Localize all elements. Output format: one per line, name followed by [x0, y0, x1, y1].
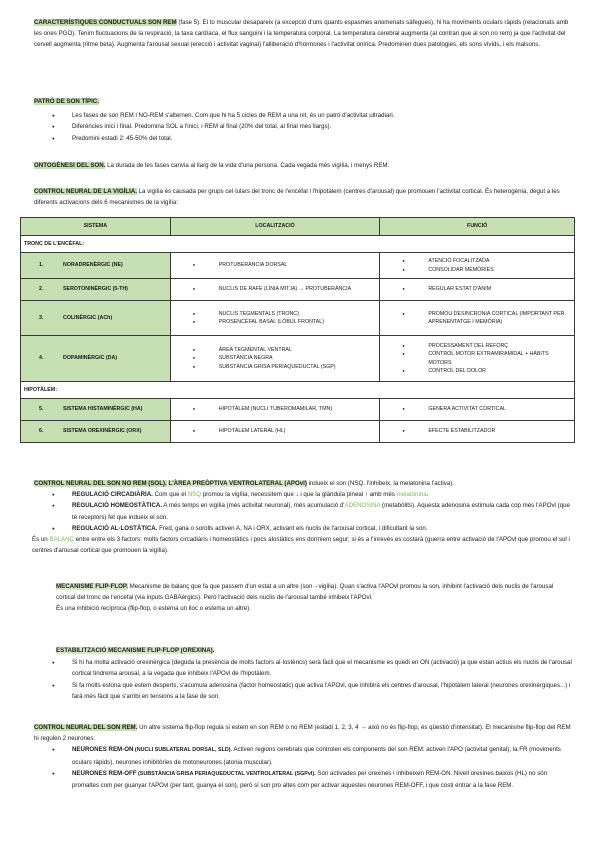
control-heading: CONTROL NEURAL DE LA VIGÍLIA. — [34, 188, 137, 195]
table-row — [21, 421, 575, 443]
system-name: 6. SISTEMA OREXINÈRGIC (ORX) — [21, 421, 171, 443]
system-location: ● NUCLIS DE RAFE (LÍNIA MITJA) → PROTUBERÀNCIA — [170, 279, 380, 301]
flipflop-line2: És una inhibició recíproca (flip-flop, o estema un lloc o estema un altre). — [56, 605, 251, 613]
control-text: La vigília és causada per grups cel·lulars del tronc de l'encèfal i l'hipotàlem (centres d'arousal) que promouen l'activitat cortical. És heterogènia, degut a les diferents activacions dels 6 mecanismes de la vigília: — [34, 188, 560, 207]
system-function: ● PROMOU DESINCRONIA CORTICAL (IMPORTANT PER APRENENTATGE I MEMÒRIA) — [380, 301, 575, 336]
list-item: ● REGULACIÓ HOMEOSTÀTICA. A més temps en vigília (més activitat neuronal), més acumulació d'ADENOSINA (metabòlits). Aquesta adenosina estimula cada cop més l'APOvl (que té receptors) fet que indueix el son. — [72, 500, 572, 522]
system-name: 4. DOPAMINÈRGIC (DA) — [21, 336, 171, 382]
rem-section — [34, 722, 572, 791]
header-function: FUNCIÓ — [380, 218, 575, 236]
balance-term: BALANÇ — [49, 536, 74, 544]
stab-section — [56, 645, 572, 702]
table-header-row — [21, 218, 575, 236]
list-item: ● REGULACIÓ AL·LOSTÀTICA. Fred, gana o sorolls activen A, NA i ORX, activant els nuclis de l'arousal cortical, i dificultant la son. — [72, 523, 572, 534]
balance-paragraph: És un BALANÇ entre entre els 3 factors: molts factors circadiàris i homeostàtics i pocs alostàtics ens dormiem segur; si és a l'inrevés es costarà (guerra entre activació de l'APOvl que promou el sol i centres d'arousal cortical que promouen la vigília). — [32, 536, 570, 555]
rem-paragraph — [34, 722, 572, 744]
system-function: ● ATENCIÓ FOCALITZADA ● CONSOLIDAR MEMÒRIES — [380, 253, 575, 279]
ontogeny-paragraph — [34, 160, 572, 171]
flipflop-text: Mecanisme de balanç que fa que passem d'un estat a un altre (son→vigília). Quan s'activa l'APOvl promou la son, inhibint l'activació dels nuclis de l'arousal cortical del tronc de l'encèfal (via inputs GABAèrgics). Però l'activació dels nuclis de l'arousal també inhibeix l'APOvl. — [56, 583, 554, 602]
stab-list — [56, 657, 572, 702]
system-location: ● HIPOTÀLEM LATERAL (HL) — [170, 421, 380, 443]
pattern-heading-line — [34, 96, 572, 107]
stab-heading: ESTABILITZACIÓ MECANISME FLIP-FLOP (OREXINA). — [56, 647, 215, 654]
intro-text: (fase 5). El to muscular desapareix (a excepció d'uns quants espasmes anomenats sàfegues), hi ha moviments oculars ràpids (relacionats amb les ones PGO). Tenim fluctuacions de la respiració, la taxa cardíaca, el flux sanguini i la temperatura corporal. La temperatura cerebral augmenta (al contrari que al son no rem) ja que l'activitat del cervell augmenta (ritme beta). Augmenta l'arousal sexual (erecció i activitat vaginal) l'alliberació d'hormones i l'activitat onírica. Predominen dues patologies, els sons vívids, i els malsons. — [34, 19, 569, 49]
ontogeny-heading: ONTOGÈNESI DEL SON. — [34, 162, 106, 169]
table-row — [21, 301, 575, 336]
system-function: ● REGULAR ESTAT D'ÀNIM — [380, 279, 575, 301]
control-paragraph — [34, 186, 572, 208]
system-function: ● PROCESSAMENT DEL REFORÇ ● CONTROL MOTOR EXTRAMIRAMIDAL + HÀBITS MOTORS ● CONTROL DEL DOLOR — [380, 336, 575, 382]
section-brainstem: TRONC DE L'ENCÈFAL: — [21, 236, 575, 253]
list-item: ● Predomini estadi 2: 45-50% del total. — [72, 133, 572, 144]
intro-section — [34, 17, 572, 51]
pattern-section — [34, 96, 572, 144]
sol-text: indueix el son (NSQ, l'inhibeix, la melatonina l'activa). — [306, 480, 454, 487]
table-row — [21, 399, 575, 421]
list-item: ● Diferències inici i final. Predomina SOL a l'inici, i REM al final (20% del total, al final més llargs). — [72, 121, 572, 132]
table-row — [21, 279, 575, 301]
system-function: ● GENERA ACTIVITAT CORTICAL — [380, 399, 575, 421]
system-name: 5. SISTEMA HISTAMINÈRGIC (HA) — [21, 399, 171, 421]
list-item: ● NEURONES REM-OFF (SUBSTÀNCIA GRISA PERIAQUEDUCTAL VENTROLATERAL (SGPvl). Són activades per orexines i inhibeixen REM-ON. Nivell orexines baixos (HL) no són promaltes com per guanyar l'APOvl (per tant, guanya el son), però sí son pro altes com per activar aquestes neurones REM-OFF, i que costi entrar a la fase REM. — [72, 768, 572, 791]
header-system: SISTEMA — [21, 218, 171, 236]
sol-list — [34, 489, 572, 534]
intro-paragraph — [34, 17, 572, 51]
ontogeny-section — [34, 160, 572, 171]
pattern-list — [34, 110, 572, 144]
flipflop-paragraph — [56, 581, 572, 603]
header-location: LOCALITZACIÓ — [170, 218, 380, 236]
nsq-term: NSQ — [187, 491, 201, 499]
list-item: ● Si fa molts estona que estem desperts, s'acumula adenosina (factor homeostàtic) que activa l'APOvl, que inhibirà els centres d'arousal, l'hipotàlem lateral (neurones orexinèrgiques...) i farà més fàcil que s'arribi en tensions a la fase de son. — [72, 680, 572, 702]
system-name: 1. NORADRENÈRGIC (NE) — [21, 253, 171, 279]
rem-text: Un altre sistema flip-flop regula si estem en son REM o no REM (estadi 1, 2, 3, 4 → això no és flip-flop, és qüestió d'intensitat). El mecanisme flip-flop del REM hi regulen 2 neurones: — [34, 724, 571, 743]
section-hypothalamus: HIPOTÀLEM: — [21, 382, 575, 399]
pattern-heading: PATRÓ DE SON TÍPIC. — [34, 98, 99, 105]
control-section — [34, 186, 572, 208]
table-row — [21, 253, 575, 279]
rem-heading: CONTROL NEURAL DEL SON REM. — [34, 724, 138, 731]
sol-section — [34, 478, 572, 556]
list-item: ● Si hi ha molta activació orexinèrgica (deguda la presència de molts factors al·lostèrics) serà fàcil que el mecanisme es quedi en ON (activació) ja que estan actius els nuclis de l'arousal cortical tindrema arousal, a la vegada que inhibeix l'APOvl de l'hipotàlem. — [72, 657, 572, 679]
system-name: 3. COLINÈRGIC (ACh) — [21, 301, 171, 336]
intro-heading: CARACTERÍSTIQUES CONDUCTUALS SON REM — [34, 19, 177, 26]
table-section-row — [21, 382, 575, 399]
flipflop-section — [56, 581, 572, 615]
stab-heading-line — [56, 645, 572, 656]
rem-list — [34, 744, 572, 791]
list-item: ● NEURONES REM-ON (NUCLI SUBLATERAL DORSAL, SLD). Activen regions cerebrals que controlen els components del son REM: activen l'APO (activitat genital), la FR (moviments oculars ràpids), neurones inhibitòries de motoneurones (atonia muscular). — [72, 744, 572, 767]
system-location: ● ÀREA TEGMENTAL VENTRAL ● SUBSTÀNCIA NEGRA ● SUBSTÀNCIA GRISA PERIAQUEDUCTAL (SGP) — [170, 336, 380, 382]
table-row — [21, 336, 575, 382]
list-item: ● Les fases de son REM i NO-REM s'alternen. Com que hi ha 5 cicles de REM a una nit, és un patró d'activitat ultradiari. — [72, 110, 572, 121]
system-function: ● EFECTE ESTABILITZADOR — [380, 421, 575, 443]
flipflop-heading: MECANISME FLIP-FLOP. — [56, 583, 128, 590]
system-name: 2. SEROTONINÈRGIC (5-TH) — [21, 279, 171, 301]
list-item: ● REGULACIÓ CIRCADIÀRIA. Com que el NSQ promou la vigília, necessitem que ↓ i que la glàndula pineal ↑ amb més melatonina. — [72, 489, 572, 500]
melatonin-term: melatonina — [396, 491, 427, 499]
sol-heading: CONTROL NEURAL DEL SON NO REM (SOL). — [34, 480, 167, 487]
wakefulness-systems-table — [20, 217, 575, 443]
sol-apovl-heading: L'ÀREA PREÒPTIVA VENTROLATERAL (APOvl) — [168, 480, 307, 487]
sol-paragraph — [34, 478, 572, 489]
ontogeny-text: La durada de les fases canvia al llarg de la vida d'una persona. Cada vegada més vigília, i menys REM. — [105, 162, 390, 169]
system-location: ● NUCLIS TEGMENTALS (TRONC) ● PROSENCÈFAL BASAL (LÒBUL FRONTAL) — [170, 301, 380, 336]
adenosine-term: ADENOSINA — [344, 502, 381, 510]
system-location: ● PROTUBERÀNCIA DORSAL — [170, 253, 380, 279]
table-section-row — [21, 236, 575, 253]
system-location: ● HIPOTÀLEM (NUCLI TUBEROMAMILAR, TMN) — [170, 399, 380, 421]
